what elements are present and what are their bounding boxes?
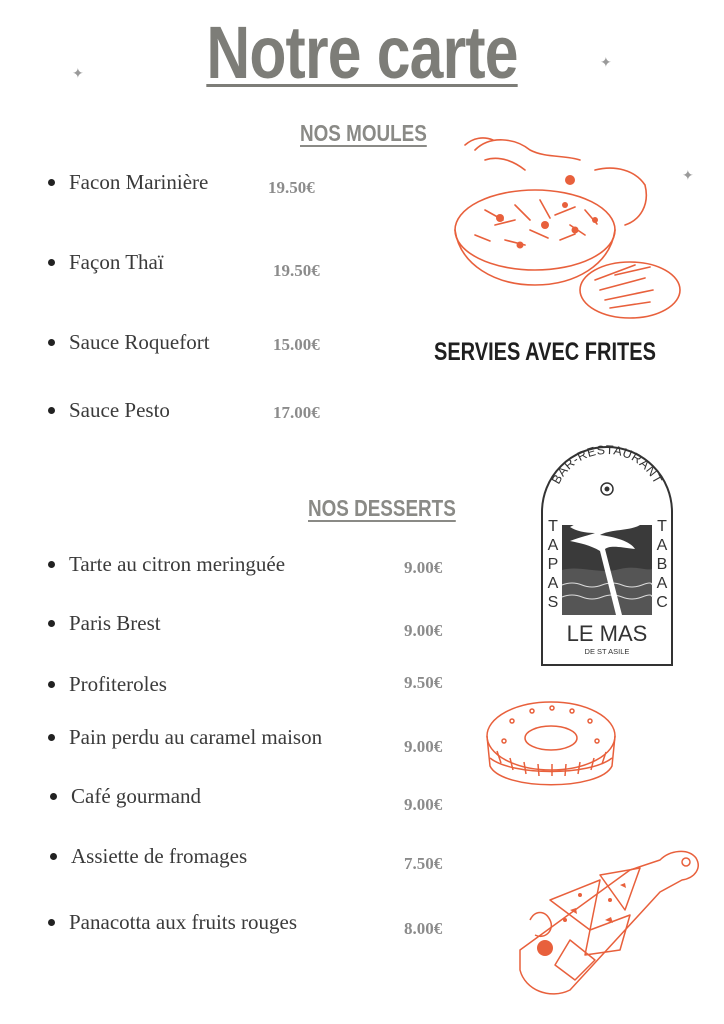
menu-item-price: 8.00€ xyxy=(404,919,443,938)
menu-item: Café gourmand xyxy=(50,784,201,809)
served-with-fries-note: SERVIES AVEC FRITES xyxy=(434,338,656,366)
menu-item: Façon Thaï xyxy=(48,250,164,275)
menu-item: Sauce Pesto xyxy=(48,398,170,423)
page-title: Notre carte xyxy=(206,11,518,94)
menu-item-price: 9.00€ xyxy=(404,795,443,814)
paris-brest-illustration xyxy=(482,696,620,800)
logo-name: LE MAS xyxy=(566,621,648,646)
menu-item-price: 9.00€ xyxy=(404,558,443,577)
menu-item: Panacotta aux fruits rouges xyxy=(48,910,297,935)
restaurant-logo xyxy=(540,445,674,667)
menu-item: Paris Brest xyxy=(48,611,161,636)
mussels-illustration xyxy=(445,130,695,330)
section-heading-moules: NOS MOULES xyxy=(300,120,427,146)
menu-item-price: 17.00€ xyxy=(273,403,320,422)
section-heading-desserts: NOS DESSERTS xyxy=(308,495,456,521)
sparkle-icon: ✦ xyxy=(600,56,612,71)
menu-item: Pain perdu au caramel maison xyxy=(48,725,322,750)
menu-item-price: 9.50€ xyxy=(404,673,443,692)
menu-item-price: 9.00€ xyxy=(404,621,443,640)
logo-right-text: TABAC xyxy=(656,518,668,611)
sparkle-icon: ✦ xyxy=(682,169,694,184)
sparkle-icon: ✦ xyxy=(72,67,84,82)
menu-item: Profiteroles xyxy=(48,672,167,697)
menu-item-price: 15.00€ xyxy=(273,335,320,354)
logo-arc-text: BAR-RESTAURANT xyxy=(549,445,665,487)
menu-item-price: 19.50€ xyxy=(268,178,315,197)
logo-left-text: TAPAS xyxy=(547,518,559,611)
logo-subtitle: DE ST ASILE xyxy=(584,647,630,656)
menu-item-price: 7.50€ xyxy=(404,854,443,873)
menu-item: Sauce Roquefort xyxy=(48,330,210,355)
menu-item: Facon Marinière xyxy=(48,170,208,195)
menu-item: Assiette de fromages xyxy=(50,844,247,869)
cheese-board-illustration xyxy=(510,840,702,998)
menu-item: Tarte au citron meringuée xyxy=(48,552,285,577)
menu-item-price: 9.00€ xyxy=(404,737,443,756)
menu-item-price: 19.50€ xyxy=(273,261,320,280)
